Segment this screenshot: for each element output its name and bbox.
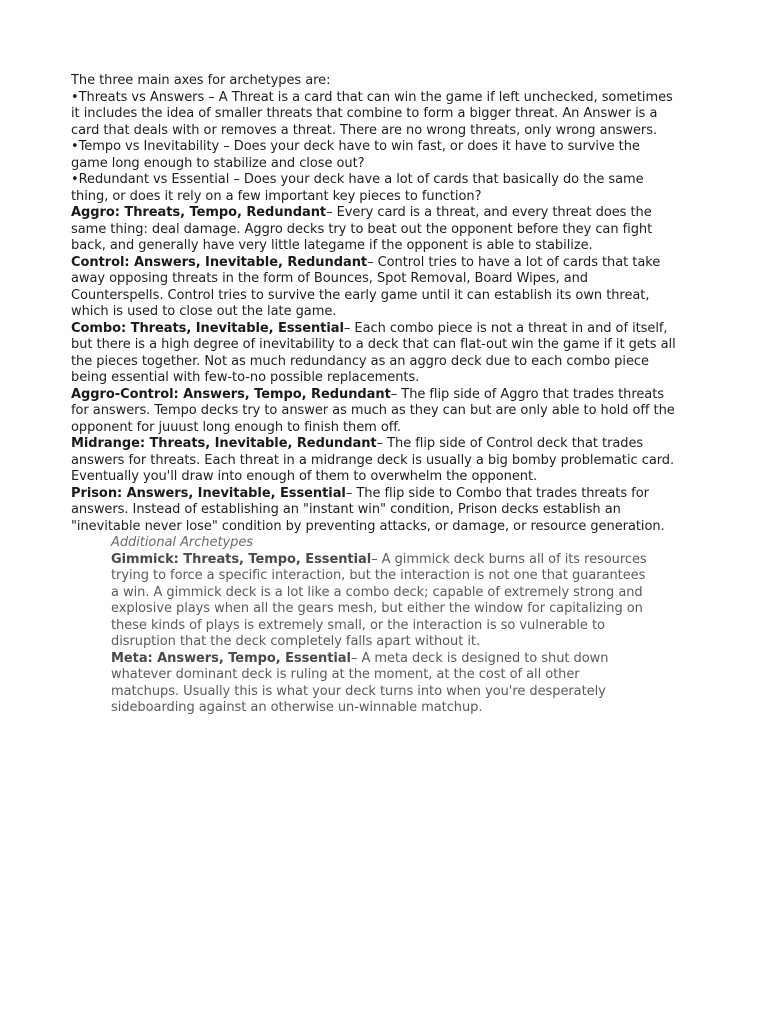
archetype-text: – Each combo piece is not a threat in and of itself, [343,320,668,336]
bullet-text-line: it includes the idea of smaller threats that combine to form a bigger threat. An Answer is a [71,106,658,121]
archetype-text: – A gimmick deck burns all of its resources [371,551,647,567]
archetype-text-line: matchups. Usually this is what your deck turns into when you're desperately [111,683,606,699]
archetype-text: – A meta deck is designed to shut down [350,650,609,666]
bullet-text-line: •Tempo vs Inevitability – Does your deck have to win fast, or does it have to survive the [71,139,640,154]
archetype-text-line: "inevitable never lose" condition by preventing attacks, or damage, or resource generation. [71,518,665,534]
archetype-text: – The flip side of Control deck that trades [376,436,644,451]
archetype-meta [111,651,671,717]
additional-archetypes-heading: Additional Archetypes [111,535,254,550]
document-body [71,73,701,717]
archetype-text-line: sideboarding against an otherwise un-winnable matchup. [111,700,483,715]
archetype-first-line [71,486,701,503]
additional-archetypes-section [111,535,671,717]
archetype-text-line: Eventually you'll draw into enough of them to overwhelm the opponent. [71,469,538,484]
archetype-first-line [71,255,701,272]
archetype-control [71,255,701,321]
archetype-text-line: disruption that the deck completely falls apart without it. [111,634,481,649]
archetype-gimmick [111,552,671,651]
archetype-text-line: whatever dominant deck is ruling at the moment, at the cost of all other [111,667,580,682]
archetype-text-line: which is used to close out the late game. [71,304,337,319]
archetype-title: Prison: Answers, Inevitable, Essential [71,485,346,501]
archetype-first-line [111,552,671,569]
archetype-first-line [71,321,701,338]
archetype-text-line: explosive plays when all the gears mesh, but either the window for capitalizing on [111,601,643,616]
archetype-title: Midrange: Threats, Inevitable, Redundant [71,436,377,451]
intro-line: The three main axes for archetypes are: [71,73,331,88]
archetype-title: Gimmick: Threats, Tempo, Essential [111,551,372,567]
archetype-first-line [111,651,671,668]
archetype-title: Aggro: Threats, Tempo, Redundant [71,205,327,220]
archetype-text-line: same thing: deal damage. Aggro decks try to beat out the opponent before they can fight [71,221,653,237]
archetype-aggro [71,205,701,255]
archetype-text-line: the pieces together. Not as much redundancy as an aggro deck due to each combo piece [71,353,649,369]
archetype-title: Meta: Answers, Tempo, Essential [111,650,351,666]
archetype-first-line [71,205,701,222]
archetype-text-line: Counterspells. Control tries to survive the early game until it can establish its own threat, [71,287,650,303]
archetype-prison [71,486,701,536]
archetype-text: – The flip side to Combo that trades threats for [345,485,649,501]
archetype-text: – The flip side of Aggro that trades threats [390,386,664,402]
archetype-midrange [71,436,701,486]
bullet-tempo-vs-inevitability [71,139,701,172]
archetype-title: Control: Answers, Inevitable, Redundant [71,254,368,270]
archetype-text-line: back, and generally have very little lategame if the opponent is able to stabilize. [71,238,593,253]
archetype-aggro-control [71,387,701,437]
bullet-text-line: •Redundant vs Essential – Does your deck have a lot of cards that basically do the same [71,172,644,187]
bullet-text-line: card that deals with or removes a threat. There are no wrong threats, only wrong answers. [71,122,658,138]
archetype-text-line: these kinds of plays is extremely small, or the interaction is so vulnerable to [111,617,605,633]
archetype-text-line: trying to force a specific interaction, but the interaction is not one that guarantees [111,568,646,583]
archetype-text: – Control tries to have a lot of cards that take [367,254,661,270]
bullet-redundant-vs-essential [71,172,701,205]
archetype-text-line: answers for threats. Each threat in a midrange deck is usually a big bomby problematic card. [71,452,675,468]
archetype-first-line [71,387,701,404]
archetype-text-line: being essential with few-to-no possible replacements. [71,370,420,385]
archetype-text-line: answers. Instead of establishing an "instant win" condition, Prison decks establish an [71,502,621,517]
bullet-text-line: thing, or does it rely on a few important key pieces to function? [71,188,482,204]
archetype-text-line: but there is a high degree of inevitability to a deck that can flat-out win the game if it gets all [71,337,676,352]
archetype-text-line: for answers. Tempo decks try to answer as much as they can but are only able to hold off the [71,403,675,418]
archetype-combo [71,321,701,387]
archetype-text-line: opponent for juuust long enough to finish them off. [71,419,401,435]
bullet-threats-vs-answers [71,90,701,140]
archetype-text: – Every card is a threat, and every threat does the [326,205,652,220]
archetype-text-line: away opposing threats in the form of Bounces, Spot Removal, Board Wipes, and [71,271,589,286]
bullet-text-line: game long enough to stabilize and close out? [71,155,365,171]
archetype-title: Combo: Threats, Inevitable, Essential [71,320,344,336]
archetype-title: Aggro-Control: Answers, Tempo, Redundant [71,386,391,402]
archetype-first-line [71,436,701,453]
bullet-text-line: •Threats vs Answers – A Threat is a card that can win the game if left unchecked, sometimes [71,89,673,105]
archetype-text-line: a win. A gimmick deck is a lot like a combo deck; capable of extremely strong and [111,584,643,600]
